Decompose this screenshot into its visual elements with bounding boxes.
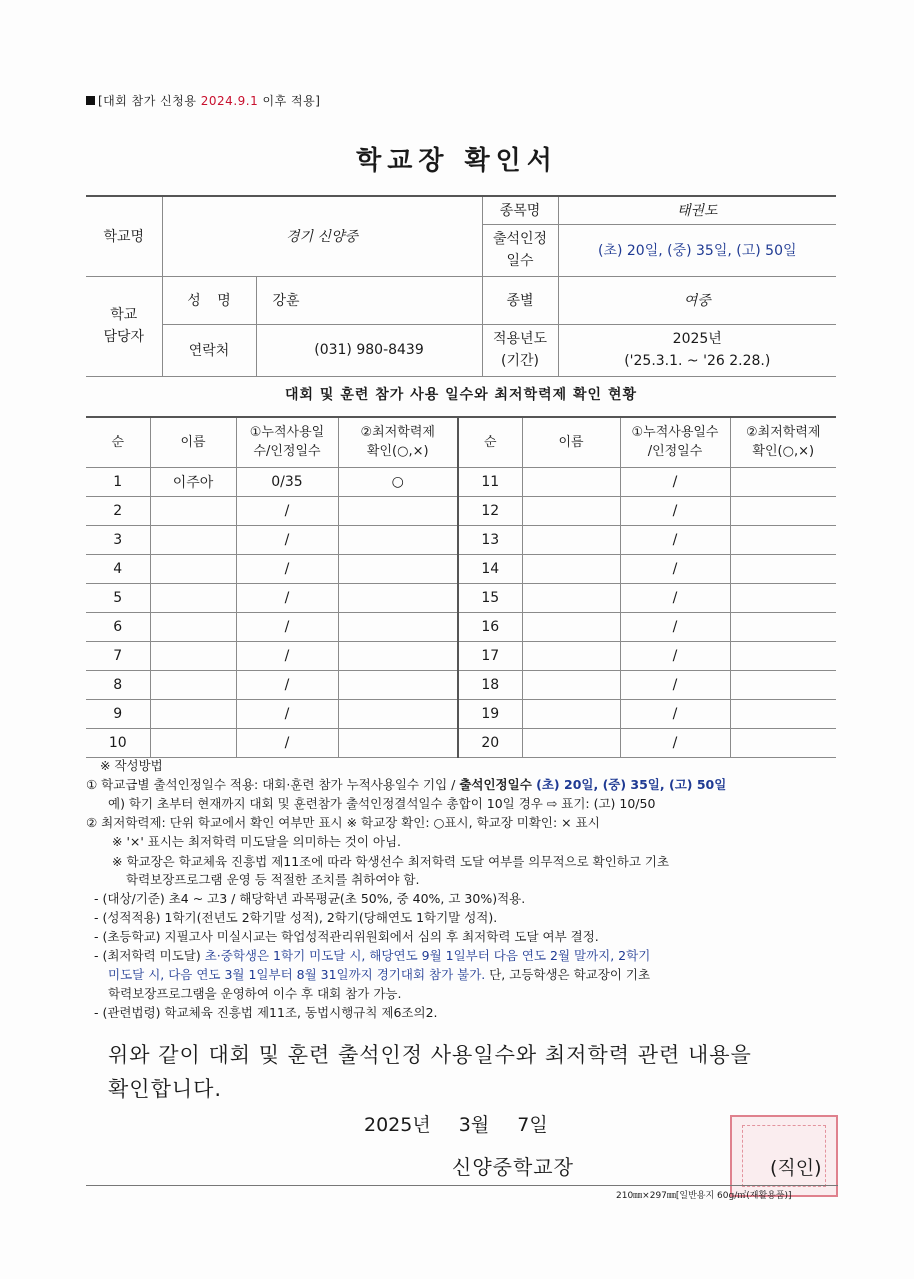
- row-days: /: [236, 699, 338, 728]
- guide-heading: ※ 작성방법: [100, 758, 163, 773]
- row-check-2: [730, 728, 836, 757]
- guide-line-9: - (초등학교) 지필고사 미실시교는 학업성적관리위원회에서 심의 후 최저학력 도달 여부 결정.: [94, 929, 599, 944]
- row-name-2: [522, 641, 620, 670]
- row-check: [338, 496, 458, 525]
- table-row: [86, 699, 836, 728]
- row-days-2: /: [620, 496, 730, 525]
- guide-line-7: - (대상/기준) 초4 ~ 고3 / 해당학년 과목평균(초 50%, 중 40%, 고 30%)적용.: [94, 891, 526, 906]
- row-check: [338, 641, 458, 670]
- col-header-check-2: ②최저학력제 확인(○,×): [730, 417, 836, 467]
- header-note: [86, 92, 320, 109]
- guide-line-6: 학력보장프로그램 운영 등 적절한 조치를 취하여야 함.: [126, 872, 420, 887]
- guide-line-1-days: (초) 20일, (중) 35일, (고) 50일: [536, 777, 727, 792]
- guide-line-3: ② 최저학력제: 단위 학교에서 확인 여부만 표시 ※ 학교장 확인: ○표시, 학교장 미확인: × 표시: [86, 815, 600, 830]
- row-no-2: 13: [458, 525, 522, 554]
- row-no: 1: [86, 467, 150, 496]
- table-row: [86, 554, 836, 583]
- row-no-2: 12: [458, 496, 522, 525]
- row-no-2: 18: [458, 670, 522, 699]
- guide-line-1-label: 출석인정일수: [459, 777, 537, 792]
- row-name: 이주아: [150, 467, 236, 496]
- manager-name-value: 강훈: [256, 276, 482, 324]
- section-title: 대회 및 훈련 참가 사용 일수와 최저학력제 확인 현황: [285, 387, 637, 403]
- row-days-2: /: [620, 699, 730, 728]
- table-row: [86, 728, 836, 757]
- paper-spec: 210㎜×297㎜[일반용지 60g/㎡(재활용품)]: [616, 1191, 792, 1201]
- row-no: 4: [86, 554, 150, 583]
- manager-label: 학교 담당자: [86, 276, 162, 376]
- row-check: [338, 554, 458, 583]
- row-days: /: [236, 583, 338, 612]
- row-days-2: /: [620, 525, 730, 554]
- col-header-name: 이름: [150, 417, 236, 467]
- row-days-2: /: [620, 670, 730, 699]
- row-days: /: [236, 525, 338, 554]
- row-days: /: [236, 728, 338, 757]
- row-no-2: 14: [458, 554, 522, 583]
- row-name-2: [522, 670, 620, 699]
- guide-line-11-text: 미도달 시, 다음 연도 3월 1일부터 8월 31일까지 경기대회 참가 불가.: [108, 967, 486, 982]
- apply-year-cell: [558, 324, 836, 376]
- row-no: 2: [86, 496, 150, 525]
- row-no: 8: [86, 670, 150, 699]
- table-row: [86, 670, 836, 699]
- row-name: [150, 612, 236, 641]
- seal-label: (직인): [770, 1157, 822, 1179]
- row-check-2: [730, 641, 836, 670]
- col-header-name-2: 이름: [522, 417, 620, 467]
- apply-year-value: 2025년: [672, 331, 722, 347]
- row-name-2: [522, 525, 620, 554]
- row-no: 5: [86, 583, 150, 612]
- row-no: 10: [86, 728, 150, 757]
- category-label: 종별: [482, 276, 558, 324]
- row-name-2: [522, 699, 620, 728]
- guide-line-5: ※ 학교장은 학교체육 진흥법 제11조에 따라 학생선수 최저학력 도달 여부를 의무적으로 확인하고 기초: [112, 854, 670, 869]
- row-check: ○: [338, 467, 458, 496]
- row-name: [150, 496, 236, 525]
- guide-line-2: 예) 학기 초부터 현재까지 대회 및 훈련참가 출석인정결석일수 총합이 10일 경우 ⇨ 표기: (고) 10/50: [108, 796, 656, 811]
- attendance-days-value: (초) 20일, (중) 35일, (고) 50일: [558, 224, 836, 276]
- row-name: [150, 583, 236, 612]
- row-name: [150, 525, 236, 554]
- row-name: [150, 670, 236, 699]
- bottom-divider: [86, 1185, 838, 1186]
- row-days-2: /: [620, 641, 730, 670]
- row-check-2: [730, 612, 836, 641]
- header-note-suffix: 이후 적용]: [258, 94, 321, 108]
- row-name: [150, 699, 236, 728]
- table-row: [86, 496, 836, 525]
- event-value: 태권도: [558, 196, 836, 224]
- row-check: [338, 728, 458, 757]
- row-days-2: /: [620, 554, 730, 583]
- row-check-2: [730, 554, 836, 583]
- principal-title: 신양중학교장: [452, 1155, 574, 1179]
- category-value: 여중: [558, 276, 836, 324]
- row-check-2: [730, 699, 836, 728]
- row-name-2: [522, 728, 620, 757]
- row-no-2: 11: [458, 467, 522, 496]
- row-no: 7: [86, 641, 150, 670]
- table-row: [86, 612, 836, 641]
- header-note-prefix: [대회 참가 신청용: [98, 94, 201, 108]
- info-table: [86, 195, 836, 377]
- row-check-2: [730, 583, 836, 612]
- col-header-check: ②최저학력제 확인(○,×): [338, 417, 458, 467]
- row-days-2: /: [620, 612, 730, 641]
- guide-line-10-label: - (최저학력 미도달): [94, 948, 205, 963]
- row-name-2: [522, 467, 620, 496]
- guide-line-13: - (관련법령) 학교체육 진흥법 제11조, 동법시행규칙 제6조의2.: [94, 1005, 438, 1020]
- row-check: [338, 612, 458, 641]
- guide-line-4: ※ '×' 표시는 최저학력 미도달을 의미하는 것이 아님.: [112, 834, 402, 849]
- guide-line-10: [94, 947, 650, 966]
- contact-value: (031) 980-8439: [256, 324, 482, 376]
- statement-line-1: 위와 같이 대회 및 훈련 출석인정 사용일수와 최저학력 관련 내용을: [108, 1043, 752, 1067]
- row-days: /: [236, 670, 338, 699]
- row-days-2: /: [620, 583, 730, 612]
- row-days: /: [236, 641, 338, 670]
- row-check-2: [730, 496, 836, 525]
- guide-line-12: 학력보장프로그램을 운영하여 이수 후 대회 참가 가능.: [108, 986, 402, 1001]
- school-name-value: 경기 신양중: [162, 196, 482, 276]
- table-row: [86, 583, 836, 612]
- guide-line-1-text: ① 학교급별 출석인정일수 적용: 대회·훈련 참가 누적사용일수 기입 /: [86, 777, 460, 792]
- statement-line-2: 확인합니다.: [108, 1077, 223, 1101]
- row-check-2: [730, 670, 836, 699]
- col-header-days-2: ①누적사용일수 /인정일수: [620, 417, 730, 467]
- confirmation-statement: [108, 1038, 848, 1106]
- header-note-date: 2024.9.1: [200, 94, 259, 108]
- guide-line-10-text: 초·중학생은 1학기 미도달 시, 해당연도 9월 1일부터 다음 연도 2월 말까지, 2학기: [204, 948, 651, 963]
- row-name: [150, 641, 236, 670]
- table-row: [86, 641, 836, 670]
- row-check: [338, 670, 458, 699]
- row-days-2: /: [620, 467, 730, 496]
- guide-line-11: [108, 966, 650, 985]
- issue-date: 2025년 3월 7일: [364, 1114, 548, 1136]
- row-name: [150, 728, 236, 757]
- row-no: 3: [86, 525, 150, 554]
- row-days-2: /: [620, 728, 730, 757]
- roster-table: [86, 416, 836, 758]
- row-days: /: [236, 612, 338, 641]
- row-no-2: 16: [458, 612, 522, 641]
- row-no-2: 19: [458, 699, 522, 728]
- row-check-2: [730, 525, 836, 554]
- row-days: /: [236, 554, 338, 583]
- row-check: [338, 583, 458, 612]
- col-header-no-2: 순: [458, 417, 522, 467]
- roster-body: [86, 467, 836, 757]
- row-name-2: [522, 612, 620, 641]
- guide-line-1: [86, 776, 726, 795]
- document-title: 학교장 확인서: [356, 146, 558, 176]
- apply-year-label: 적용년도 (기간): [482, 324, 558, 376]
- event-label: 종목명: [482, 196, 558, 224]
- row-name-2: [522, 496, 620, 525]
- table-row: [86, 525, 836, 554]
- row-days: 0/35: [236, 467, 338, 496]
- row-no: 6: [86, 612, 150, 641]
- row-days: /: [236, 496, 338, 525]
- guide-line-11-tail: 단, 고등학생은 학교장이 기초: [485, 967, 651, 982]
- col-header-days: ①누적사용일 수/인정일수: [236, 417, 338, 467]
- row-name-2: [522, 583, 620, 612]
- row-no-2: 17: [458, 641, 522, 670]
- attendance-days-label: 출석인정 일수: [482, 224, 558, 276]
- row-check: [338, 699, 458, 728]
- row-no: 9: [86, 699, 150, 728]
- manager-name-label: 성 명: [162, 276, 256, 324]
- row-name-2: [522, 554, 620, 583]
- guide-line-8: - (성적적용) 1학기(전년도 2학기말 성적), 2학기(당해연도 1학기말 성적).: [94, 910, 498, 925]
- school-name-label: 학교명: [86, 196, 162, 276]
- col-header-no: 순: [86, 417, 150, 467]
- table-row: [86, 467, 836, 496]
- row-no-2: 20: [458, 728, 522, 757]
- apply-year-period: ('25.3.1. ~ '26 2.28.): [624, 353, 771, 369]
- row-no-2: 15: [458, 583, 522, 612]
- row-check: [338, 525, 458, 554]
- contact-label: 연락처: [162, 324, 256, 376]
- row-name: [150, 554, 236, 583]
- row-check-2: [730, 467, 836, 496]
- square-bullet-icon: [86, 96, 95, 105]
